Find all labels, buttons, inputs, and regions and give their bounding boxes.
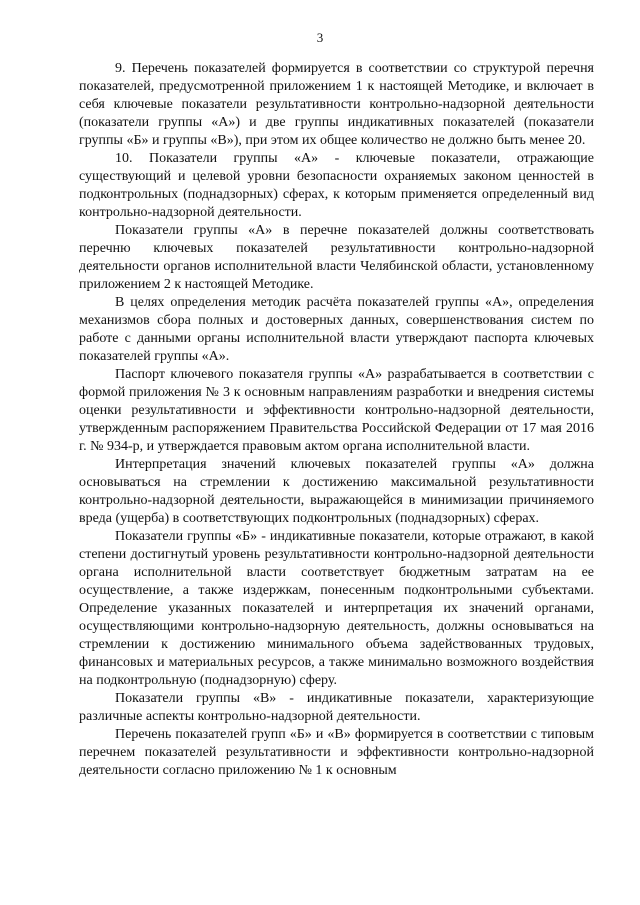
paragraph-group-v: Показатели группы «В» - индикативные показатели, характеризующие различные аспекты контрольно-надзорной деятельности.	[79, 691, 594, 724]
paragraph-groups-b-v-list: Перечень показателей групп «Б» и «В» формируется в соответствии с типовым перечнем показателей результативности и эффективности контрольно-надзорной деятельности согласно приложению № 1 к основным	[79, 727, 594, 778]
paragraph-item-10-group-a: 10. Показатели группы «А» - ключевые показатели, отражающие существующий и целевой уровни безопасности охраняемых законом ценностей в подконтрольных (поднадзорных) сферах, к которым применяется определенный вид контрольно-надзорной деятельности.	[79, 151, 594, 220]
document-body	[79, 60, 594, 780]
paragraph-group-a-correspondence: Показатели группы «А» в перечне показателей должны соответствовать перечню ключевых показателей результативности контрольно-надзорной деятельности органов исполнительной власти Челябинской области, установленному приложением 2 к настоящей Методике.	[79, 223, 594, 292]
paragraph-indicator-passport: Паспорт ключевого показателя группы «А» разрабатывается в соответствии с формой приложения № 3 к основным направлениям разработки и внедрения системы оценки результативности и эффективности контрольно-надзорной деятельности, утвержденным распоряжением Правительства Российской Федерации от 17 мая 2016 г. № 934-р, и утверждается правовым актом органа исполнительной власти.	[79, 367, 594, 454]
page-number: 3	[316, 30, 324, 45]
paragraph-group-a-interpretation: Интерпретация значений ключевых показателей группы «А» должна основываться на стремлении к достижению максимальной результативности контрольно-надзорной деятельности, выражающейся в минимизации причиняемого вреда (ущерба) в соответствующих подконтрольных (поднадзорных) сферах.	[79, 457, 594, 526]
paragraph-calculation-methods: В целях определения методик расчёта показателей группы «А», определения механизмов сбора полных и достоверных данных, совершенствования систем по работе с данными органы исполнительной власти утверждают паспорта ключевых показателей группы «А».	[79, 295, 594, 364]
paragraph-item-9-indicator-list: 9. Перечень показателей формируется в соответствии со структурой перечня показателей, предусмотренной приложением 1 к настоящей Методике, и включает в себя ключевые показатели результативности контрольно-надзорной деятельности (показатели группы «А») и две группы индикативных показателей (показатели группы «Б» и группы «В»), при этом их общее количество не должно быть менее 20.	[79, 61, 594, 148]
paragraph-group-b: Показатели группы «Б» - индикативные показатели, которые отражают, в какой степени достигнутый уровень результативности контрольно-надзорной деятельности органа исполнительной власти соответствует бюджетным затратам на ее осуществление, а также издержкам, понесенным подконтрольными субъектами. Определение указанных показателей и интерпретация их значений органами, осуществляющими контрольно-надзорную деятельность, должны основываться на стремлении к достижению минимального объема задействованных трудовых, финансовых и материальных ресурсов, а также минимально возможного воздействия на подконтрольную (поднадзорную) сферу.	[79, 529, 594, 688]
